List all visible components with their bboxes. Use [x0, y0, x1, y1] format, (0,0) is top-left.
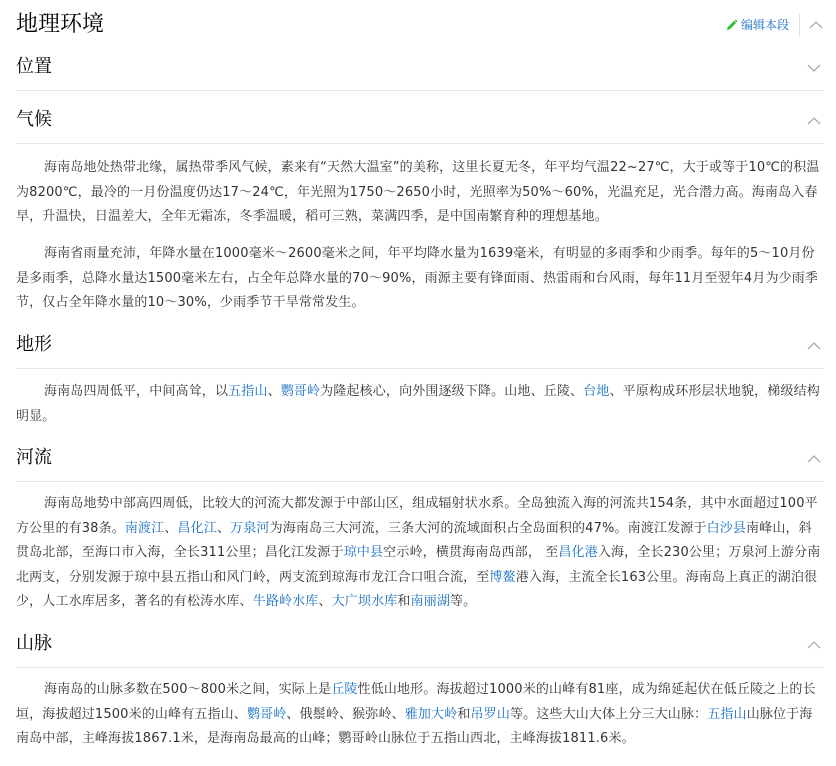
chevron-up-icon[interactable] — [806, 338, 822, 354]
link-diaoluoshan[interactable]: 吊罗山 — [470, 706, 510, 722]
text-run: 入海，全长230公里；万泉河上游分南北两支，分别发源于琼中县五指山和风门岭，两支流到琼海市龙江合口咀合流，至 — [16, 545, 821, 585]
link-qiuling[interactable]: 丘陵 — [331, 682, 358, 697]
link-yinggeling[interactable]: 鹦哥岭 — [280, 384, 321, 399]
link-wanquanhe[interactable]: 万泉河 — [230, 520, 270, 536]
chevron-down-icon[interactable] — [806, 60, 822, 76]
section-header-location[interactable] — [16, 52, 824, 86]
link-boao[interactable]: 博鳌 — [489, 569, 516, 585]
section-divider — [16, 481, 824, 482]
page-title: 地理环境 — [16, 12, 105, 37]
section-header-rivers[interactable] — [16, 443, 824, 477]
text-run: 和 — [457, 706, 471, 722]
link-wuzhishan[interactable]: 五指山 — [707, 706, 747, 722]
header-divider — [799, 14, 800, 36]
main-header — [16, 8, 824, 42]
text-run: 海南岛地势中部高四周低，比较大的河流大都发源于中部山区，组成辐射状水系。全岛独流入海的河流共154条，其中水面超过100平方公里的有38条。 — [16, 496, 818, 536]
section-divider — [16, 143, 824, 144]
terrain-paragraph — [16, 380, 824, 429]
chevron-up-icon[interactable] — [806, 113, 822, 129]
pencil-icon — [726, 19, 738, 31]
text-run: 等。这些大山大体上分三大山脉： — [509, 706, 708, 722]
section-divider — [16, 667, 824, 668]
link-nanlihu[interactable]: 南丽湖 — [410, 594, 450, 609]
text-run: 、 — [318, 594, 332, 609]
climate-paragraph-1: 海南岛地处热带北缘，属热带季风气候，素来有“天然大温室”的美称，这里长夏无冬，年平均气温22~27℃，大于或等于10℃的积温为8200℃，最冷的一月份温度仍达17～24℃，年光照为1750～2650小时，光照率为50%～60%，光温充足，光合潜力高。海南岛入春早，升温快，日温差大，全年无霜冻，冬季温暖，稻可三熟，菜满四季，是中国南繁育种的理想基地。 — [16, 160, 820, 224]
link-changhuagang[interactable]: 昌化港 — [558, 545, 598, 560]
link-niululing-reservoir[interactable]: 牛路岭水库 — [252, 594, 319, 609]
text-run: 、 — [267, 384, 281, 399]
link-qiongzhongxian[interactable]: 琼中县 — [343, 545, 384, 560]
section-divider — [16, 90, 824, 91]
text-run: 海南岛的山脉多数在500～800米之间，实际上是 — [44, 682, 332, 697]
section-title: 气候 — [16, 109, 52, 130]
link-taidi[interactable]: 台地 — [583, 384, 610, 399]
chevron-up-icon[interactable] — [806, 637, 822, 653]
text-run: 、俄鬃岭、猴弥岭、 — [286, 706, 405, 722]
text-run: 南峰山，斜贯岛北部，至海口市入海，全长311公里；昌化江发源于 — [16, 520, 812, 560]
section-title: 河流 — [16, 447, 52, 468]
text-run: 港入海，主流全长163公里。海南岛上真正的湖泊很少，人工水库居多，著名的有松涛水库、 — [16, 569, 818, 609]
section-title: 山脉 — [16, 633, 52, 654]
link-changhuajiang[interactable]: 昌化江 — [177, 520, 217, 536]
text-run: 、 — [216, 520, 231, 536]
section-divider — [16, 368, 824, 369]
text-run: 空示岭，横贯海南岛西部， 至 — [383, 545, 559, 560]
text-run: 性低山地形。海拔超过1000米的山峰有81座，成为绵延起伏在低丘陵之上的长垣，海拔超过1500米的山峰有五指山、 — [16, 682, 816, 722]
link-nandujiang[interactable]: 南渡江 — [124, 520, 165, 536]
link-baishaxian[interactable]: 白沙县 — [706, 520, 747, 536]
edit-section-link[interactable] — [726, 16, 789, 34]
text-run: 等。 — [450, 594, 477, 609]
edit-label: 编辑本段 — [740, 18, 789, 32]
link-wuzhishan[interactable]: 五指山 — [228, 384, 268, 399]
climate-paragraph-2: 海南省雨量充沛，年降水量在1000毫米～2600毫米之间，年平均降水量为1639毫米，有明显的多雨季和少雨季。每年的5～10月份是多雨季，总降水量达1500毫米左右，占全年总降水量的70～90%，雨源主要有锋面雨、热雷雨和台风雨，每年11月至翌年4月为少雨季节，仅占全年降水量的10～30%，少雨季节干旱常常发生。 — [16, 246, 819, 310]
text-run: 为海南岛三大河流，三条大河的流域面积占全岛面积的47%。南渡江发源于 — [269, 520, 707, 536]
section-title: 位置 — [16, 56, 52, 77]
text-run: 、平原构成环形层状地貌，梯级结构明显。 — [16, 384, 820, 424]
section-header-mountains[interactable] — [16, 629, 824, 663]
section-title: 地形 — [16, 334, 52, 355]
rivers-paragraph — [16, 492, 824, 615]
text-run: 和 — [397, 594, 411, 609]
chevron-up-icon[interactable] — [808, 17, 824, 33]
link-yajiadaling[interactable]: 雅加大岭 — [404, 706, 458, 722]
mountains-paragraph — [16, 678, 824, 752]
text-run: 、 — [164, 520, 178, 536]
section-header-terrain[interactable] — [16, 330, 824, 364]
link-yinggeling[interactable]: 鹦哥岭 — [246, 706, 287, 722]
text-run: 山脉位于海南岛中部，主峰海拔1867.1米，是海南岛最高的山峰；鹦哥岭山脉位于五指山西北，主峰海拔1811.6米。 — [16, 706, 813, 746]
link-daguangba-reservoir[interactable]: 大广坝水库 — [331, 594, 398, 609]
text-run: 海南岛四周低平，中间高耸，以 — [44, 384, 229, 399]
section-header-climate[interactable] — [16, 105, 824, 139]
text-run: 为隆起核心，向外围逐级下降。山地、丘陵、 — [320, 384, 584, 399]
chevron-up-icon[interactable] — [806, 451, 822, 467]
